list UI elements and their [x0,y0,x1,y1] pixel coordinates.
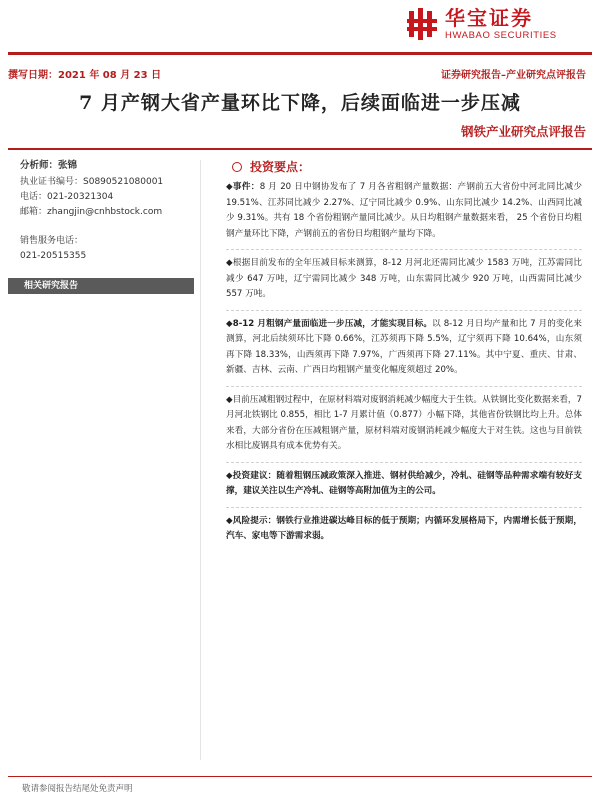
report-date: 撰写日期：2021 年 08 月 23 日 [8,70,162,81]
divider [226,310,582,311]
point-event-body: 8 月 20 日中钢协发布了 7 月各省粗钢产量数据：产钢前五大省份中河北同比减少 19.51%、江苏同比减少 2.27%、辽宁同比减少 0.9%、山东同比减少 14.2%、山西同比减少 9.31%。共有 18 个省份粗钢产量同比减少。从日均粗钢产量数据来看， 25 个省份日均粗钢产量环比下降，产钢前五的省份日均粗钢产量均下降。 [226,182,583,239]
point-risk-warning: ◆风险提示：钢铁行业推进碳达峰目标的低于预期；内循环发展格局下，内需增长低于预期，汽车、家电等下游需求弱。 [226,515,582,541]
page-title: 7 月产钢大省产量环比下降，后续面临进一步压减 [79,92,521,114]
point-raw-materials: ◆目前压减粗钢过程中，在原材料端对废钢消耗减少幅度大于生铁。从铁钢比变化数据来看，7 月河北铁钢比 0.855，相比 1-7 月累计值（0.877）小幅下降，其他省份铁钢比均上升。总体来看，大部分省份在压减粗钢产量，原材料端对废钢消耗减少幅度大于对生铁。这也与目前铁水相比废钢具有成本优势有关。 [226,394,582,451]
analyst-cert: 执业证书编号：S0890521080001 [20,177,164,187]
report-category: 证券研究报告–产业研究点评报告 [441,70,586,81]
divider [226,507,582,508]
analyst-info [20,158,198,264]
divider [226,462,582,463]
analyst-email[interactable]: 邮箱：zhangjin@cnhbstock.com [20,207,163,217]
point-investment-advice: ◆投资建议：随着粗钢压减政策深入推进、钢材供给减少，冷轧、硅钢等品种需求端有较好支撑，建议关注以生产冷轧、硅钢等高附加值为主的公司。 [226,470,582,496]
footer-rule [8,776,592,777]
circle-bullet-icon [232,162,242,172]
brand-logo [405,6,557,42]
divider [226,386,582,387]
point-further-cuts-lead: ◆8-12 月粗钢产量面临进一步压减，才能实现目标。 [226,318,433,329]
analyst-phone: 电话：021-20321304 [20,192,114,202]
point-further-cuts [226,317,582,379]
sales-label: 销售服务电话： [20,236,84,246]
investment-points [226,158,582,545]
key-points-label: 投资要点： [250,160,311,174]
brand-name-en: HWABAO SECURITIES [445,30,557,41]
header-rule [8,52,592,55]
analyst-name: 分析师：张锦 [20,160,78,171]
related-reports-header: 相关研究报告 [8,278,194,294]
key-points-title [232,158,582,180]
point-targets: ◆根据目前发布的全年压减目标来测算，8-12 月河北还需同比减少 1583 万吨，江苏需同比减少 647 万吨，辽宁需同比减少 348 万吨，山东需同比减少 920 万吨，山西需同比减少 557 万吨。 [226,258,582,299]
brand-name-cn: 华宝证券 [445,6,533,30]
footer-disclaimer: 敬请参阅报告结尾处免责声明 [22,784,133,794]
point-further-cuts-body: 以 8-12 月日均产量和比 7 月的变化来测算，河北后续须环比下降 0.66%，江苏须再下降 5.5%，辽宁须再下降 10.64%，山东须再下降 18.33%，山西须再下降 7.97%，广西须再下降 27.11%。其中宁夏、重庆、甘肃、新疆、吉林、云南、广西日均粗钢产量变化幅度须超过 20%。 [226,318,582,375]
report-subtitle: 钢铁产业研究点评报告 [460,124,586,139]
column-divider [200,160,201,760]
divider [226,249,582,250]
sales-phone: 021-20515355 [20,251,87,261]
hwabao-logo-icon [405,6,441,42]
point-event [226,180,582,242]
title-rule [8,148,592,150]
point-event-lead: ◆事件： [226,182,260,192]
